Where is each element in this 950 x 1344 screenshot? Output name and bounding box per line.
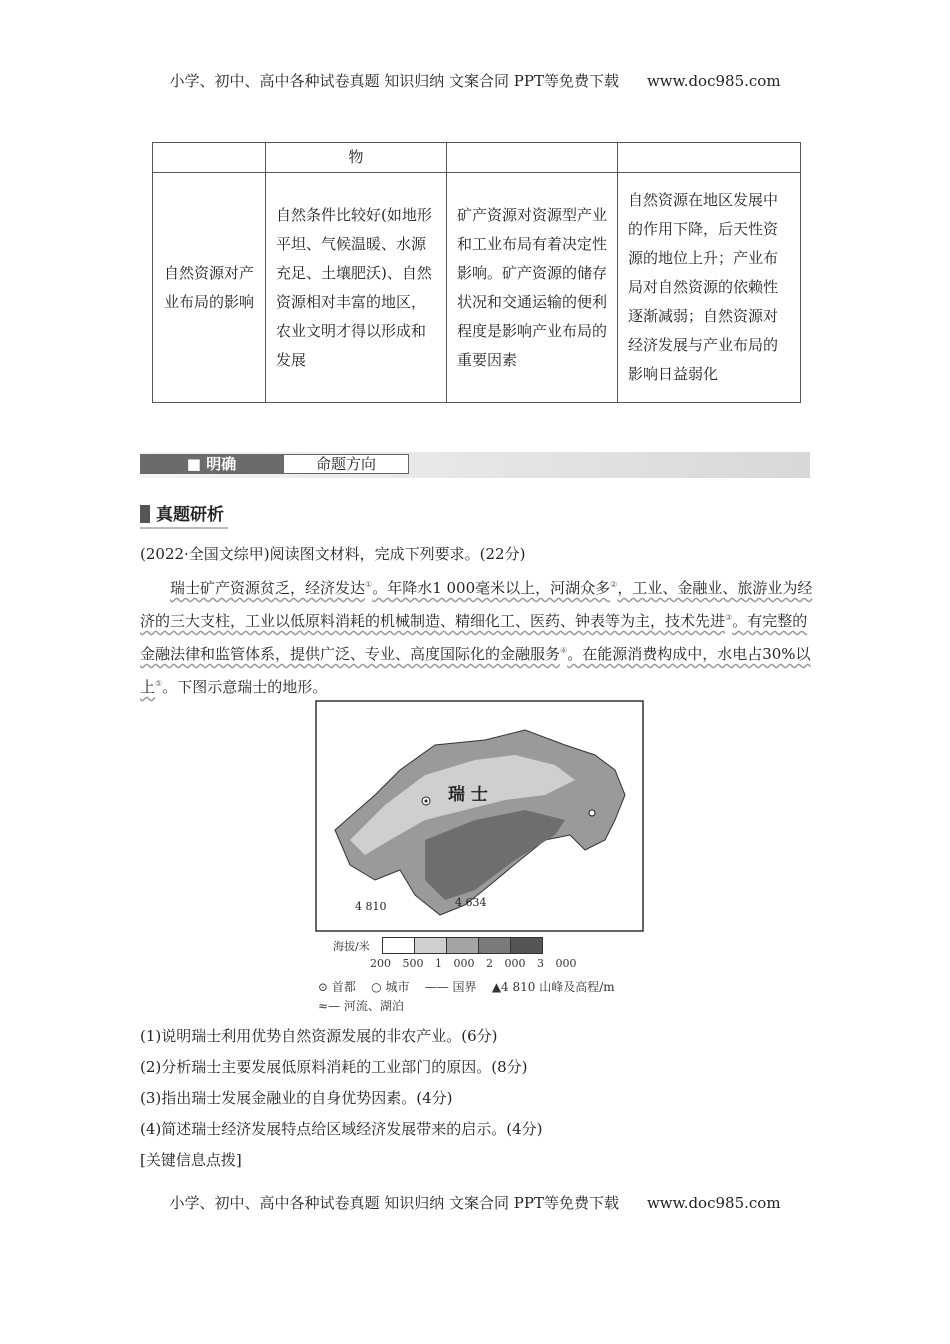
switzerland-terrain-map [315,700,645,933]
question: (4)简述瑞士经济发展特点给区域经济发展带来的启示。(4分) [140,1120,543,1138]
country-label: 瑞 士 [448,785,488,805]
svg-text:4 810: 4 810 [355,900,387,913]
comparison-table: 物 自然资源对产业布局的影响 自然条件比较好(如地形平坦、气候温暖、水源充足、土壤肥沃)、自然资源相对丰富的地区，农业文明才得以形成和发展 矿产资源对资源型产业和工业布局有着决定性影响。矿产资源的储存状况和交通运输的便利程度是影响产业布局的重要因素 自然资源在地区发展中的作用下降，后天性资源的地位上升；产业布局对自然资源的依赖性逐渐减弱；自然资源对经济发展与产业布局的影响日益弱化 [152,142,801,403]
page-footer: 小学、初中、高中各种试卷真题 知识归纳 文案合同 PPT等免费下载 www.doc985.com [169,1194,781,1212]
material-paragraph: 瑞士矿产资源贫乏，经济发达①。年降水1 000毫米以上，河湖众多②，工业、金融业、旅游业为经济的三大支柱，工业以低原料消耗的机械制造、精细化工、医药、钟表等为主，技术先进③。有完整的金融法律和监管体系，提供广泛、专业、高度国际化的金融服务④。在能源消费构成中，水电占30%以上⑤。下图示意瑞士的地形。 [140,579,813,696]
subsection-title: 真题研析 [140,500,228,529]
svg-text:4 634: 4 634 [455,896,487,909]
page-header: 小学、初中、高中各种试卷真题 知识归纳 文案合同 PPT等免费下载 www.doc985.com [169,72,781,90]
cell: 自然条件比较好(如地形平坦、气候温暖、水源充足、土壤肥沃)、自然资源相对丰富的地区，农业文明才得以形成和发展 [266,173,447,403]
footer-url[interactable]: www.doc985.com [646,1194,781,1212]
key-info-heading: [关键信息点拨] [140,1151,242,1169]
cell: 矿产资源对资源型产业和工业布局有着决定性影响。矿产资源的储存状况和交通运输的便利程度是影响产业布局的重要因素 [447,173,618,403]
cell: 自然资源在地区发展中的作用下降，后天性资源的地位上升；产业布局对自然资源的依赖性逐渐减弱；自然资源对经济发展与产业布局的影响日益弱化 [618,173,801,403]
bar-icon [140,505,150,523]
elevation-legend [382,937,543,954]
header-url[interactable]: www.doc985.com [646,72,781,90]
question: (3)指出瑞士发展金融业的自身优势因素。(4分) [140,1089,453,1107]
document-page: 小学、初中、高中各种试卷真题 知识归纳 文案合同 PPT等免费下载 www.doc985.com 物 自然资源对产业布局的影响 自然条件比较好(如地形平坦、气候温暖、水源充足、土壤肥沃)、自然资源相对丰富的地区，农业文明才得以形成和发展 矿产资源对资源型产业和工业布局有着决定性影响。矿产资源的储存状况和交通运输的便利程度是影响产业布局的重要因素 自然资源在地区发展中的作用下降，后天性资源的地位上升；产业布局对自然资源的依赖性逐渐减弱；自然资源对经济发展与产业布局的影响日益弱化 ■ 明确 命题方向 真题研析 (2022·全国文综甲)阅读图文材料，完成下列要求。(22分) 瑞士矿产资源贫乏，经济发达①。年降水1 000毫米以上，河湖众多②，工业、金融业、旅游业为经济的三大支柱，工业以低原料消耗的机械制造、精细化工、医药、钟表等为主，技术先进③。有完整的金融法律和监管体系，提供广泛、专业、高度国际化的金融服务④。在能源消费构成中，水电占30%以上⑤。下图示意瑞士的地形。 瑞 士 4 810 4 634 海拔/米 200 500 1 000 2 000 3 000 ⊙ 首都 ○ 城市 —— 国界 ▲4 810 山峰及高程/m ≈— 河流、湖泊 (1)说明瑞士利用优势自然资源发展的非农产业。(6分) (2)分析瑞士主要发展低原料消耗的工业部门的原因。(8分) (3)指出瑞士发展金融业的自身优势因素。(4分) (4)简述瑞士经济发展特点给区域经济发展带来的启示。(4分) [关键信息点拨] 小学、初中、高中各种试卷真题 知识归纳 文案合同 PPT等免费下载 www.doc985.com [0,0,950,1344]
question: (1)说明瑞士利用优势自然资源发展的非农产业。(6分) [140,1027,498,1045]
map-key: ⊙ 首都 ○ 城市 —— 国界 ▲4 810 山峰及高程/m [318,980,615,994]
section-banner: ■ 明确 命题方向 [140,452,810,478]
source-line: (2022·全国文综甲)阅读图文材料，完成下列要求。(22分) [140,545,526,563]
question: (2)分析瑞士主要发展低原料消耗的工业部门的原因。(8分) [140,1058,528,1076]
row-label: 自然资源对产业布局的影响 [153,173,266,403]
